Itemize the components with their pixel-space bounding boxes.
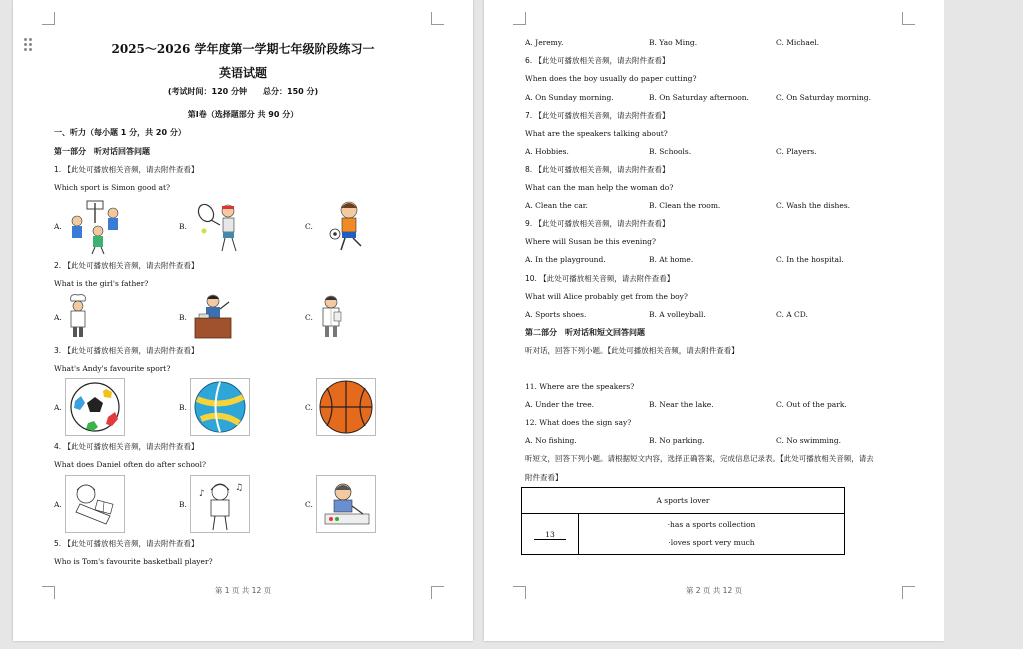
question-number: 6. 【此处可播放相关音频，请去附件查看】 bbox=[525, 56, 670, 65]
tennis-player-illustration bbox=[196, 201, 246, 253]
option-b: B. Clean the room. bbox=[649, 201, 721, 210]
option-a: A. In the playground. bbox=[525, 255, 606, 264]
document-page-2 bbox=[484, 0, 944, 641]
option-label: A. bbox=[54, 403, 62, 412]
table-line: ·has a sports collection bbox=[667, 520, 756, 529]
option-label: A. bbox=[54, 313, 62, 322]
question-number: 9. 【此处可播放相关音频，请去附件查看】 bbox=[525, 219, 670, 228]
exam-title: 2025～2026 学年度第一学期七年级阶段练习一 bbox=[111, 42, 375, 56]
option-label: C. bbox=[305, 500, 313, 509]
option-label: B. bbox=[179, 500, 187, 509]
option-a: A. Sports shoes. bbox=[525, 310, 587, 319]
option-b: B. On Saturday afternoon. bbox=[649, 93, 749, 102]
instruction-text: 听短文，回答下列小题。请根据短文内容，选择正确答案，完成信息记录表。【此处可播放相关音频，请去 bbox=[525, 454, 874, 463]
question-text: What are the speakers talking about? bbox=[525, 129, 668, 138]
section-heading: 一、听力（每小题 1 分，共 20 分） bbox=[54, 128, 186, 137]
question-text: Which sport is Simon good at? bbox=[54, 183, 171, 192]
option-b: B. At home. bbox=[649, 255, 694, 264]
volume-heading: 第Ⅰ卷（选择题部分 共 90 分） bbox=[187, 110, 299, 119]
option-b: B. Schools. bbox=[649, 147, 692, 156]
svg-text:♫: ♫ bbox=[235, 483, 244, 493]
option-label: C. bbox=[305, 403, 313, 412]
part-heading: 第一部分 听对话回答问题 bbox=[54, 147, 150, 156]
option-label: A. bbox=[54, 222, 62, 231]
question-text: Who is Tom's favourite basketball player? bbox=[54, 557, 213, 566]
info-table bbox=[521, 487, 845, 555]
instruction-text: 听对话，回答下列小题。【此处可播放相关音频，请去附件查看】 bbox=[525, 346, 739, 355]
option-label: A. bbox=[54, 500, 62, 509]
question-text: 11. Where are the speakers? bbox=[525, 382, 635, 391]
option-b: B. Yao Ming. bbox=[649, 38, 698, 47]
option-label: C. bbox=[305, 313, 313, 322]
question-text: What is the girl's father? bbox=[54, 279, 149, 288]
workspace-margin bbox=[944, 0, 1023, 649]
question-text: When does the boy usually do paper cutting? bbox=[525, 74, 697, 83]
question-number: 4. 【此处可播放相关音频，请去附件查看】 bbox=[54, 442, 199, 451]
page-corner-mark bbox=[431, 12, 444, 25]
question-text: Where will Susan be this evening? bbox=[525, 237, 656, 246]
option-c: C. Players. bbox=[776, 147, 817, 156]
basketball-players-illustration bbox=[65, 199, 127, 255]
question-text: What does Daniel often do after school? bbox=[54, 460, 206, 469]
question-text: What's Andy's favourite sport? bbox=[54, 364, 171, 373]
option-label: B. bbox=[179, 313, 187, 322]
soccer-ball-image bbox=[65, 378, 125, 436]
exam-info: (考试时间：120 分钟 总分：150 分) bbox=[167, 87, 319, 96]
girl-listening-music-image bbox=[190, 475, 250, 533]
question-number: 7. 【此处可播放相关音频，请去附件查看】 bbox=[525, 111, 670, 120]
page-corner-mark bbox=[902, 12, 915, 25]
question-text: What can the man help the woman do? bbox=[525, 183, 674, 192]
option-c: C. In the hospital. bbox=[776, 255, 844, 264]
question-number: 3. 【此处可播放相关音频，请去附件查看】 bbox=[54, 346, 199, 355]
question-text: What will Alice probably get from the boy? bbox=[525, 292, 688, 301]
question-text: 12. What does the sign say? bbox=[525, 418, 632, 427]
basketball-image bbox=[316, 378, 376, 436]
boy-reading-image bbox=[65, 475, 125, 533]
option-label: B. bbox=[179, 222, 187, 231]
exam-subtitle: 英语试题 bbox=[218, 66, 267, 80]
option-c: C. On Saturday morning. bbox=[776, 93, 871, 102]
doctor-illustration bbox=[317, 293, 345, 339]
part-heading: 第二部分 听对话和短文回答问题 bbox=[525, 328, 645, 337]
option-c: C. A CD. bbox=[776, 310, 808, 319]
option-label: B. bbox=[179, 403, 187, 412]
table-title: A sports lover bbox=[522, 488, 844, 514]
page-footer: 第 2 页 共 12 页 bbox=[685, 586, 743, 595]
option-a: A. On Sunday morning. bbox=[525, 93, 614, 102]
volleyball-image bbox=[190, 378, 250, 436]
svg-text:♪: ♪ bbox=[199, 489, 205, 499]
option-c: C. Michael. bbox=[776, 38, 820, 47]
option-b: B. Near the lake. bbox=[649, 400, 714, 409]
option-a: A. No fishing. bbox=[525, 436, 577, 445]
question-number: 10. 【此处可播放相关音频，请去附件查看】 bbox=[525, 274, 675, 283]
document-page-1 bbox=[13, 0, 473, 641]
football-player-illustration bbox=[329, 200, 369, 254]
option-c: C. No swimming. bbox=[776, 436, 842, 445]
option-b: B. No parking. bbox=[649, 436, 705, 445]
table-line: ·loves sport very much bbox=[668, 538, 755, 547]
question-number: 1. 【此处可播放相关音频，请去附件查看】 bbox=[54, 165, 199, 174]
question-number: 8. 【此处可播放相关音频，请去附件查看】 bbox=[525, 165, 670, 174]
option-a: A. Clean the car. bbox=[525, 201, 588, 210]
question-number: 2. 【此处可播放相关音频，请去附件查看】 bbox=[54, 261, 199, 270]
question-number: 5. 【此处可播放相关音频，请去附件查看】 bbox=[54, 539, 199, 548]
option-a: A. Under the tree. bbox=[525, 400, 595, 409]
option-b: B. A volleyball. bbox=[649, 310, 706, 319]
teacher-at-desk-illustration bbox=[191, 292, 235, 340]
page-corner-mark bbox=[42, 12, 55, 25]
option-a: A. Hobbies. bbox=[525, 147, 569, 156]
cook-illustration bbox=[65, 293, 91, 339]
answer-blank[interactable]: 13 bbox=[534, 530, 566, 540]
boy-painting-image bbox=[316, 475, 376, 533]
page-corner-mark bbox=[513, 12, 526, 25]
option-c: C. Wash the dishes. bbox=[776, 201, 851, 210]
option-a: A. Jeremy. bbox=[525, 38, 564, 47]
option-c: C. Out of the park. bbox=[776, 400, 847, 409]
option-label: C. bbox=[305, 222, 313, 231]
page-footer: 第 1 页 共 12 页 bbox=[214, 586, 272, 595]
instruction-text: 附件查看】 bbox=[525, 473, 563, 482]
